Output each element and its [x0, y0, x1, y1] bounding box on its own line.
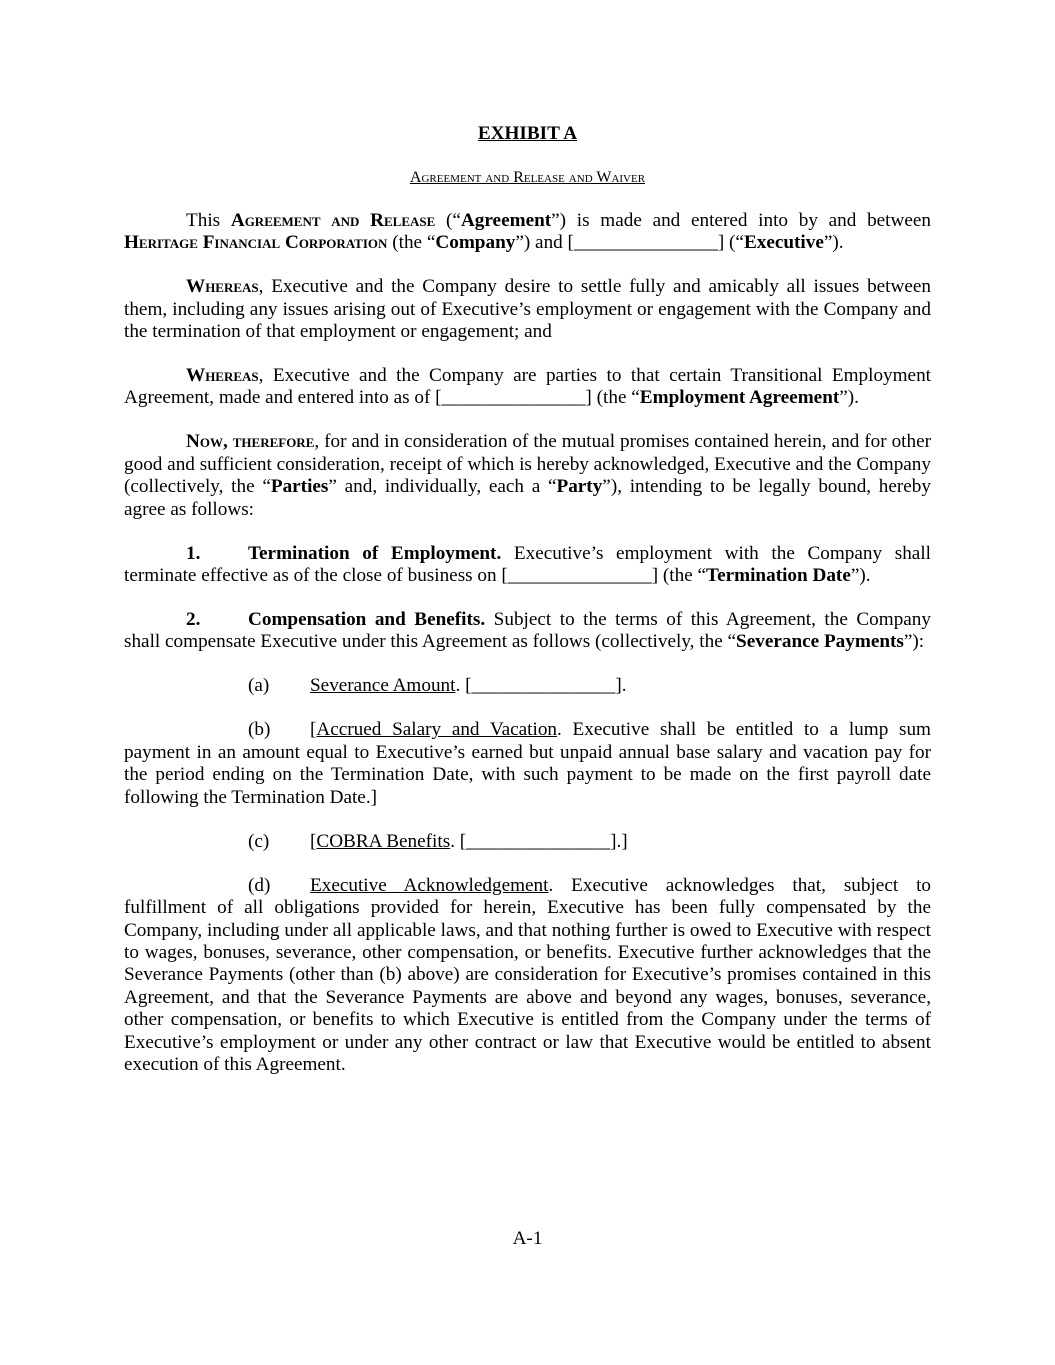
now-therefore-lead: Now, therefore [186, 431, 315, 453]
section-2-text: Subject to the terms of this Agreement, the Company shall compensate Executive under this Agreement as follows (collectively, the “ [124, 609, 931, 653]
intro-text-1: This [186, 209, 231, 231]
section-1-text-end: ”). [850, 565, 871, 587]
whereas-lead-1: Whereas [186, 276, 259, 298]
now-text-1: , for and in consideration of the mutual promises contained herein, and for other good and sufficient consideration, receipt of which is hereby acknowledged, Executive and the Company (collectively, the “ [124, 431, 931, 498]
section-1-heading: Termination of Employment. [248, 542, 502, 564]
term-party: Party [556, 476, 603, 498]
exhibit-title: EXHIBIT A [477, 123, 578, 144]
whereas-paragraph-1 [124, 276, 931, 343]
intro-text-6: ”). [823, 232, 844, 254]
item-c-text: . [_______________].] [450, 830, 628, 852]
section-2-heading: Compensation and Benefits. [248, 609, 486, 631]
term-termination-date: Termination Date [706, 565, 851, 587]
item-c-letter: (c) [248, 830, 270, 852]
item-a-letter: (a) [248, 675, 270, 697]
term-parties: Parties [270, 476, 329, 498]
whereas-text-1: , Executive and the Company desire to settle fully and amicably all issues between them, including any issues arising out of Executive’s employment or engagement with the Company and the termination of that employment or engagement; and [124, 276, 931, 343]
whereas-lead-2: Whereas [186, 365, 259, 387]
section-1 [124, 543, 931, 588]
intro-paragraph [124, 210, 931, 255]
section-1-text: Executive’s employment with the Company shall terminate effective as of the close of business on [_______________] (the “ [124, 542, 931, 587]
intro-term-executive: Executive [743, 232, 824, 254]
item-b-letter: (b) [248, 719, 271, 741]
intro-company-name: Heritage Financial Corporation [124, 232, 388, 254]
item-b-bracket: [ [310, 719, 317, 741]
intro-text-5: ”) and [_______________] (“ [515, 232, 744, 254]
item-d-text: . Executive acknowledges that, subject to fulfillment of all obligations provided for herein, Executive has been fully compensated by the Company, including under all applicable laws, and that nothing further is owed to Executive with respect to wages, bonuses, severance, other compensation, or benefits. Executive further acknowledges that the Severance Payments (other than (b) above) are consideration for Executive’s promises contained in this Agreement, and that the Severance Payments are above and beyond any wages, bonuses, severance, other compensation, or benefits to which Executive is entitled from the Company under the terms of Executive’s employment or under any other contract or law that Executive would be entitled to absent execution of this Agreement. [124, 874, 931, 1075]
now-text-3: ”), intending to be legally bound, hereby agree as follows: [124, 476, 931, 520]
item-c-bracket: [ [310, 830, 317, 852]
now-text-2: ” and, individually, each a “ [328, 476, 557, 498]
item-b [124, 719, 931, 809]
whereas-paragraph-2 [124, 365, 931, 410]
item-b-text: . Executive shall be entitled to a lump sum payment in an amount equal to Executive’s earned but unpaid annual base salary and vacation pay for the period ending on the Termination Date, with such payment to be made on the first payroll date following the Termination Date.] [124, 719, 931, 808]
intro-text-3: ”) is made and entered into by and between [551, 209, 931, 231]
item-b-heading: Accrued Salary and Vacation [316, 719, 558, 741]
item-d [124, 875, 931, 1077]
term-severance-payments: Severance Payments [736, 631, 904, 653]
item-d-letter: (d) [248, 874, 271, 896]
term-employment-agreement: Employment Agreement [639, 387, 840, 409]
intro-term-company: Company [435, 232, 516, 254]
intro-defined-agreement-and-release: Agreement and Release [230, 209, 436, 231]
intro-text-4: (the “ [387, 232, 436, 254]
whereas-text-2-end: ”). [839, 387, 859, 409]
document-subtitle: Agreement and Release and Waiver [409, 169, 646, 187]
intro-term-agreement: Agreement [460, 209, 552, 231]
item-a [124, 675, 931, 697]
item-a-heading: Severance Amount [310, 675, 456, 697]
section-1-number: 1. [186, 542, 201, 564]
section-2 [124, 609, 931, 654]
item-d-heading: Executive Acknowledgement [310, 874, 549, 896]
whereas-text-2: , Executive and the Company are parties to that certain Transitional Employment Agreement, made and entered into as of [_______________] (the “ [124, 365, 931, 409]
section-2-number: 2. [186, 609, 201, 631]
item-a-text: . [_______________]. [455, 675, 627, 697]
document-page [124, 123, 931, 1098]
now-therefore-paragraph [124, 431, 931, 521]
section-2-text-end: ”): [903, 631, 925, 653]
intro-text-2: (“ [435, 209, 461, 231]
page-number: A-1 [512, 1228, 543, 1249]
item-c-heading: COBRA Benefits [316, 830, 451, 852]
item-c [124, 831, 931, 853]
